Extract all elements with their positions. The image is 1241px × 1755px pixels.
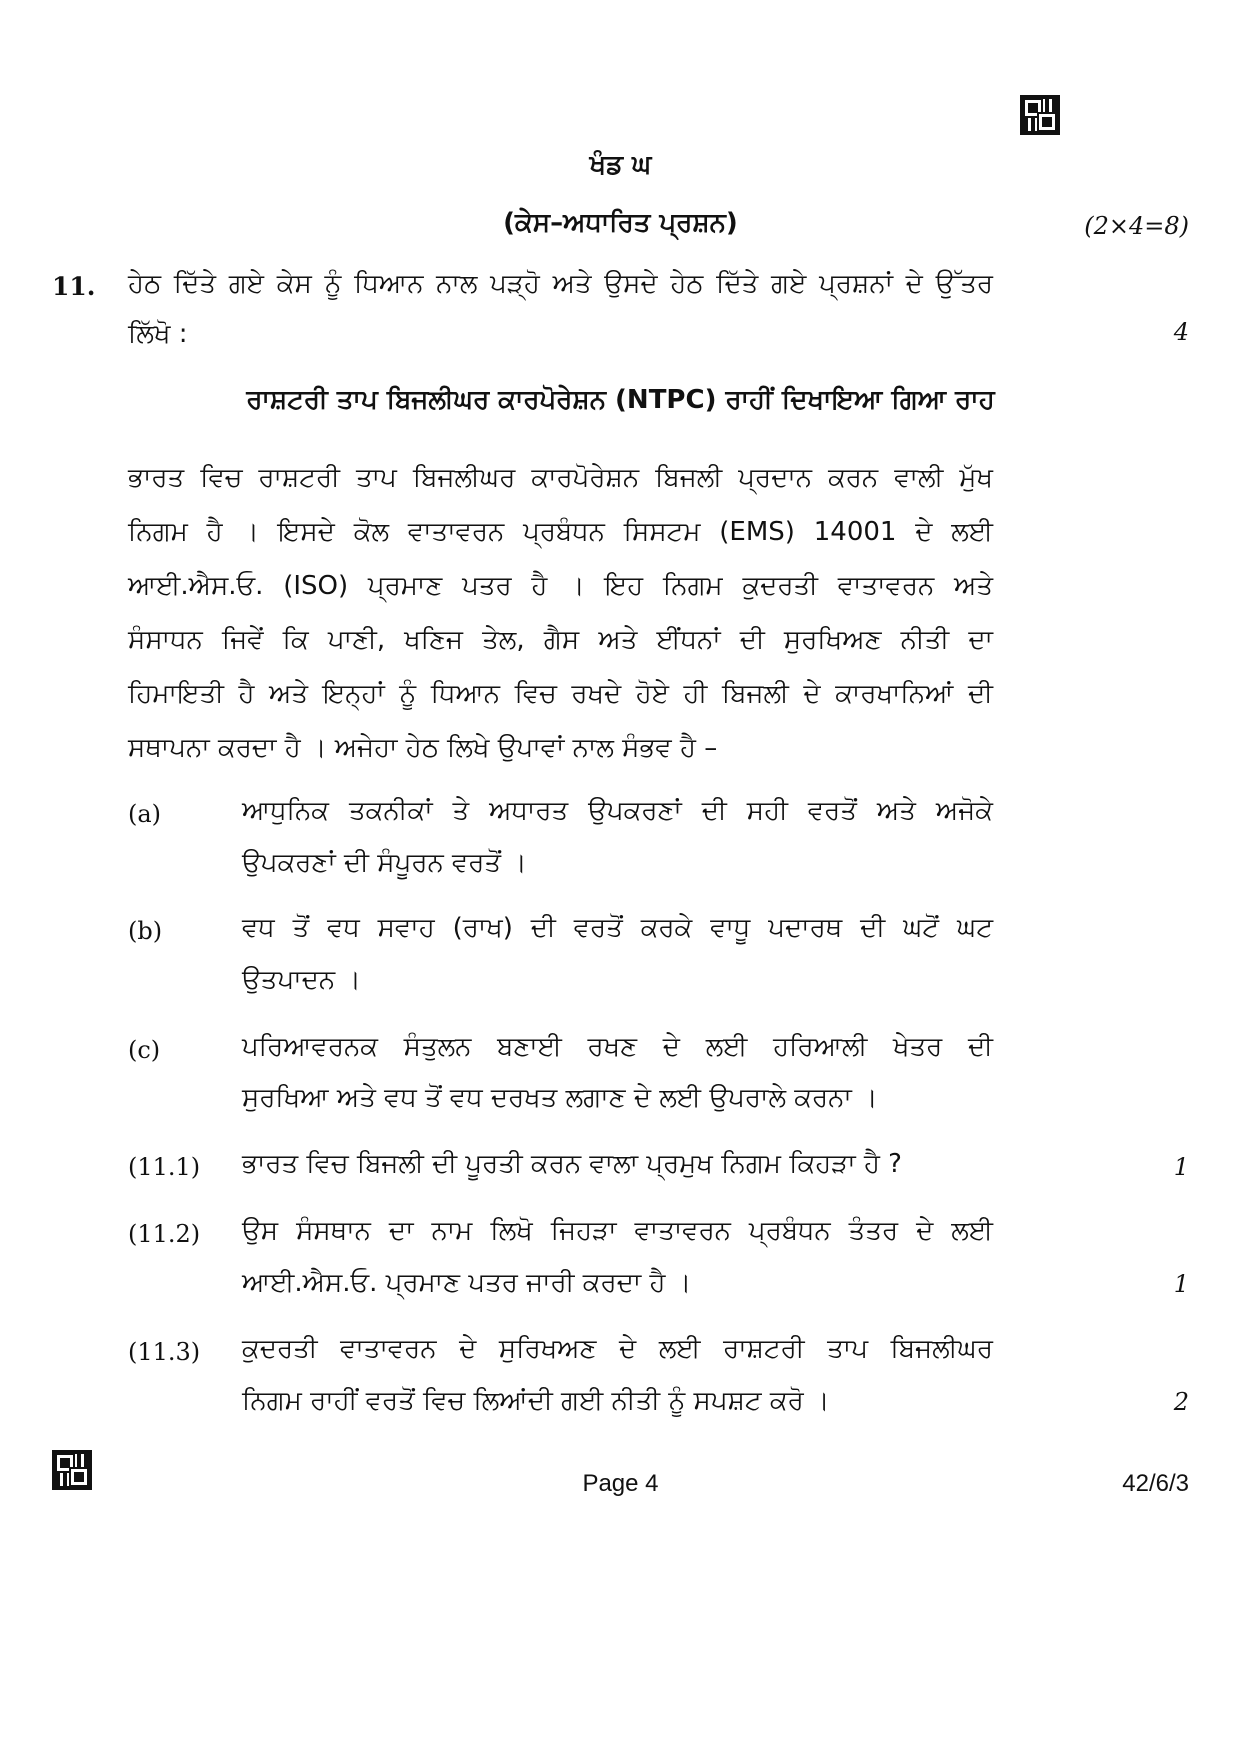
point-label: (b) [128, 917, 163, 945]
point-text: ਵਧ ਤੋਂ ਵਧ ਸਵਾਹ (ਰਾਖ) ਦੀ ਵਰਤੋਂ ਕਰਕੇ ਵਾਧੂ ਪਦਾਰਥ ਦੀ ਘਟੋਂ ਘਟ [242, 913, 993, 943]
subquestion-label: (11.3) [128, 1338, 201, 1366]
point-text: ਸੁਰਖਿਆ ਅਤੇ ਵਧ ਤੋਂ ਵਧ ਦਰਖਤ ਲਗਾਣ ਦੇ ਲਈ ਉਪਰਾਲੇ ਕਰਨਾ । [242, 1083, 878, 1113]
point-label: (c) [128, 1036, 161, 1064]
point-label: (a) [128, 800, 162, 828]
subquestion-text: ਕੁਦਰਤੀ ਵਾਤਾਵਰਨ ਦੇ ਸੁਰਿਖਅਣ ਦੇ ਲਈ ਰਾਸ਼ਟਰੀ ਤਾਪ ਬਿਜਲੀਘਰ [242, 1334, 993, 1364]
point-text: ਪਰਿਆਵਰਨਕ ਸੰਤੁਲਨ ਬਣਾਈ ਰਖਣ ਦੇ ਲਈ ਹਰਿਆਲੀ ਖੇਤਰ ਦੀ [242, 1032, 993, 1062]
point-text: ਉਪਕਰਣਾਂ ਦੀ ਸੰਪੂਰਨ ਵਰਤੋਂ । [242, 848, 527, 878]
question-marks: 4 [1173, 318, 1189, 346]
question-number: 11. [52, 272, 96, 301]
subquestion-marks: 1 [1173, 1270, 1189, 1298]
subquestion-marks: 1 [1173, 1153, 1189, 1181]
paragraph-line: ਸੰਸਾਧਨ ਜਿਵੇਂ ਕਿ ਪਾਣੀ, ਖਣਿਜ ਤੇਲ, ਗੈਸ ਅਤੇ ਈਂਧਨਾਂ ਦੀ ਸੁਰਖਿਅਣ ਨੀਤੀ ਦਾ [128, 625, 993, 655]
paragraph-line: ਆਈ.ਐਸ.ਓ. (ISO) ਪ੍ਰਮਾਣ ਪਤਰ ਹੈ । ਇਹ ਨਿਗਮ ਕੁਦਰਤੀ ਵਾਤਾਵਰਨ ਅਤੇ [128, 571, 993, 601]
paragraph-line: ਸਥਾਪਨਾ ਕਰਦਾ ਹੈ । ਅਜੇਹਾ ਹੇਠ ਲਿਖੇ ਉਪਾਵਾਂ ਨਾਲ ਸੰਭਵ ਹੈ – [128, 733, 718, 763]
qr-code-icon [1020, 95, 1060, 135]
subquestion-label: (11.2) [128, 1220, 201, 1248]
instruction-line: ਹੇਠ ਦਿੱਤੇ ਗਏ ਕੇਸ ਨੂੰ ਧਿਆਨ ਨਾਲ ਪੜ੍ਹੋ ਅਤੇ ਉਸਦੇ ਹੇਠ ਦਿੱਤੇ ਗਏ ਪ੍ਰਸ਼ਨਾਂ ਦੇ ਉੱਤਰ [128, 269, 993, 299]
subquestion-label: (11.1) [128, 1153, 201, 1181]
instruction-line: ਲਿੱਖੋ : [128, 319, 188, 349]
point-text: ਉਤਪਾਦਨ । [242, 965, 361, 995]
case-title: ਰਾਸ਼ਟਰੀ ਤਾਪ ਬਿਜਲੀਘਰ ਕਾਰਪੋਰੇਸ਼ਨ (NTPC) ਰਾਹੀਂ ਦਿਖਾਇਆ ਗਿਆ ਰਾਹ [246, 385, 995, 415]
paragraph-line: ਹਿਮਾਇਤੀ ਹੈ ਅਤੇ ਇਨ੍ਹਾਂ ਨੂੰ ਧਿਆਨ ਵਿਚ ਰਖਦੇ ਹੋਏ ਹੀ ਬਿਜਲੀ ਦੇ ਕਾਰਖਾਨਿਆਂ ਦੀ [128, 679, 993, 709]
page-number: Page 4 [582, 1470, 659, 1497]
subquestion-text: ਉਸ ਸੰਸਥਾਨ ਦਾ ਨਾਮ ਲਿਖੋ ਜਿਹੜਾ ਵਾਤਾਵਰਨ ਪ੍ਰਬੰਧਨ ਤੰਤਰ ਦੇ ਲਈ [242, 1216, 993, 1246]
paper-code: 42/6/3 [1122, 1470, 1189, 1497]
subquestion-text: ਭਾਰਤ ਵਿਚ ਬਿਜਲੀ ਦੀ ਪੂਰਤੀ ਕਰਨ ਵਾਲਾ ਪ੍ਰਮੁਖ ਨਿਗਮ ਕਿਹੜਾ ਹੈ ? [242, 1149, 902, 1179]
subquestion-marks: 2 [1173, 1388, 1189, 1416]
paragraph-line: ਨਿਗਮ ਹੈ । ਇਸਦੇ ਕੋਲ ਵਾਤਾਵਰਨ ਪ੍ਰਬੰਧਨ ਸਿਸਟਮ (EMS) 14001 ਦੇ ਲਈ [128, 517, 993, 547]
subquestion-text: ਨਿਗਮ ਰਾਹੀਂ ਵਰਤੋਂ ਵਿਚ ਲਿਆਂਦੀ ਗਈ ਨੀਤੀ ਨੂੰ ਸਪਸ਼ਟ ਕਰੋ । [242, 1386, 830, 1416]
section-title: ਖੰਡ ਘ [589, 150, 652, 180]
subquestion-text: ਆਈ.ਐਸ.ਓ. ਪ੍ਰਮਾਣ ਪਤਰ ਜਾਰੀ ਕਰਦਾ ਹੈ । [242, 1268, 692, 1298]
point-text: ਆਧੁਨਿਕ ਤਕਨੀਕਾਂ ਤੇ ਅਧਾਰਤ ਉਪਕਰਣਾਂ ਦੀ ਸਹੀ ਵਰਤੋਂ ਅਤੇ ਅਜੋਕੇ [242, 796, 993, 826]
section-marks: (2×4=8) [1084, 212, 1189, 240]
paragraph-line: ਭਾਰਤ ਵਿਚ ਰਾਸ਼ਟਰੀ ਤਾਪ ਬਿਜਲੀਘਰ ਕਾਰਪੋਰੇਸ਼ਨ ਬਿਜਲੀ ਪ੍ਰਦਾਨ ਕਰਨ ਵਾਲੀ ਮੁੱਖ [128, 463, 993, 493]
section-subtitle: (ਕੇਸ–ਅਧਾਰਿਤ ਪ੍ਰਸ਼ਨ) [503, 208, 738, 238]
